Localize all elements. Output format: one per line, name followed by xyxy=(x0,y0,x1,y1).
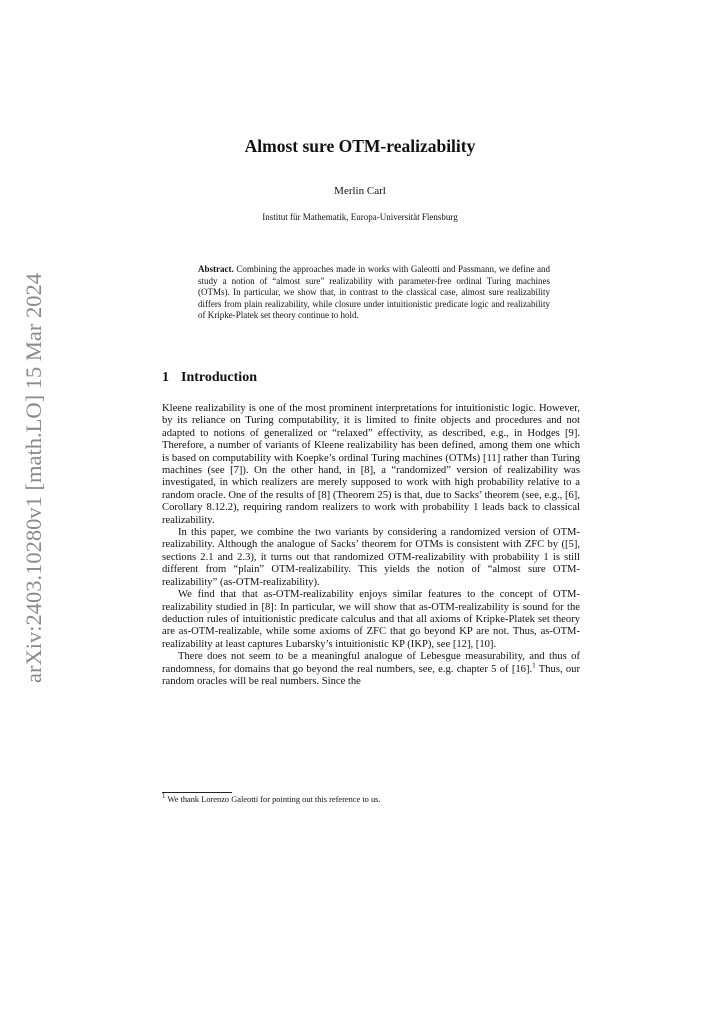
paragraph: We find that that as-OTM-realizability enjoys similar features to the concept of OTM-realizability studied in [8]: In particular, we will show that as-OTM-realizability is sound for the deduction rules of intuitionistic predicate calculus and that all axioms of Kripke-Platek set theory are as-OTM-realizable, while some axioms of ZFC that go beyond KP are not. Thus, as-OTM-realizability at least captures Lubarsky’s intuitionistic KP (IKP), see [12], [10]. xyxy=(162,589,580,650)
footnote-text: We thank Lorenzo Galeotti for pointing out this reference to us. xyxy=(167,795,381,804)
paper-title: Almost sure OTM-realizability xyxy=(244,136,476,156)
paragraph-text-tail: Thus, our random oracles will be real numbers. Since the xyxy=(162,663,580,687)
paragraph xyxy=(162,651,580,688)
footnote-marker: 1 xyxy=(162,792,166,801)
author-affiliation: Institut für Mathematik, Europa-Universität Flensburg xyxy=(262,212,458,222)
section-body xyxy=(162,403,580,688)
section-title: Introduction xyxy=(181,370,257,385)
paragraph-text: There does not seem to be a meaningful analogue of Lebesgue measurability, and thus of randomness, for domains that go beyond the real numbers, see, e.g. chapter 5 of [16]. xyxy=(162,651,580,675)
arxiv-identifier: arXiv:2403.10280v1 [math.LO] 15 Mar 2024 xyxy=(21,273,46,683)
paragraph: Kleene realizability is one of the most prominent interpretations for intuitionistic logic. However, by its reliance on Turing computability, it is limited to finite objects and procedures and not adapted to notions of generalized or “relaxed” effectivity, as described, e.g., in Hodges [9]. Therefore, a number of variants of Kleene realizability has been defined, among them one which is based on computability with Koepke’s ordinal Turing machines (OTMs) [11] rather than Turing machines (see [7]). On the other hand, in [8], a “randomized” version of realizability was investigated, in which realizers are merely supposed to work with high probability relative to a random oracle. One of the results of [8] (Theorem 25) is that, due to Sacks’ theorem (see, e.g., [6], Corollary 8.12.2), requiring random realizers to work with probability 1 leads back to classical realizability. xyxy=(162,403,580,526)
section-number: 1 xyxy=(162,370,169,385)
author-name: Merlin Carl xyxy=(334,185,386,197)
section-heading xyxy=(162,370,257,386)
abstract-label: Abstract. xyxy=(198,264,234,274)
abstract-text: Combining the approaches made in works with Galeotti and Passmann, we define and study a notion of “almost sure” realizability with parameter-free ordinal Turing machines (OTMs). In particular, we show that, in contrast to the classical case, almost sure realizability differs from plain realizability, while closure under intuitionistic predicate logic and realizability of Kripke-Platek set theory continue to hold. xyxy=(198,264,551,320)
abstract xyxy=(198,264,550,322)
paragraph: In this paper, we combine the two variants by considering a randomized version of OTM-realizability. Although the analogue of Sacks’ theorem for OTMs is consistent with ZFC by ([5], sections 2.1 and 2.3), it turns out that randomized OTM-realizability with probability 1 is still different from “plain” OTM-realizability. This yields the notion of “almost sure OTM-realizability” (as-OTM-realizability). xyxy=(162,527,580,588)
footnote xyxy=(162,792,381,804)
arxiv-sidebar-stamp xyxy=(14,273,54,683)
footnote-rule xyxy=(162,792,232,793)
footnote-ref: 1 xyxy=(532,661,536,669)
